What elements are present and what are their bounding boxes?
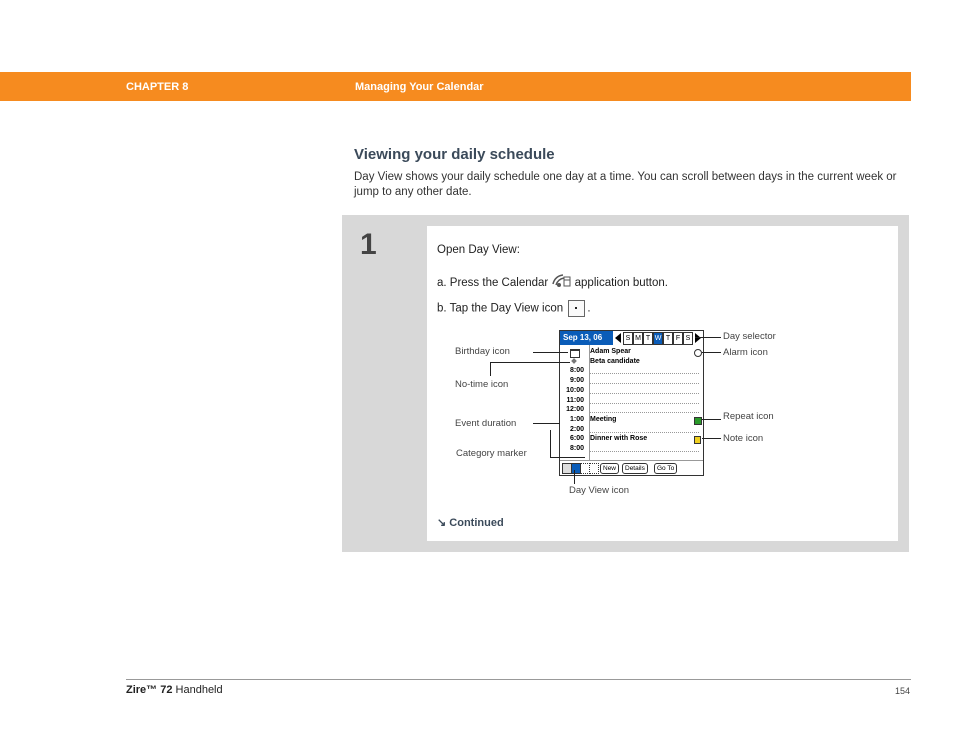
row-empty-line (590, 373, 699, 374)
prev-week-arrow-icon (615, 333, 621, 343)
continued-label: Continued (449, 517, 504, 529)
chapter-label: CHAPTER 8 (126, 81, 189, 93)
screen-button: Go To (654, 463, 677, 474)
schedule-row (560, 425, 703, 435)
alarm-icon (694, 349, 702, 357)
row-time: 10:00 (566, 386, 584, 394)
continued-link[interactable] (437, 516, 504, 529)
step-b-prefix: b. Tap the Day View icon (437, 302, 564, 315)
calendar-day-view-screenshot (559, 330, 704, 476)
row-event: Adam Spear (590, 348, 631, 355)
leader-duration (533, 423, 560, 424)
day-button: S (683, 332, 693, 345)
day-button: T (643, 332, 653, 345)
note-icon (694, 436, 701, 444)
callout-notime: No-time icon (455, 379, 509, 390)
continued-arrow-icon: ↘ (437, 517, 447, 529)
row-time: 8:00 (569, 445, 584, 452)
callout-category: Category marker (456, 448, 527, 459)
step-a-suffix: application button. (574, 277, 668, 289)
row-event: Meeting (590, 415, 617, 423)
footer-product (126, 684, 223, 696)
leader-category-h (550, 457, 585, 458)
leader-alarm (702, 352, 721, 353)
leader-notime-v (490, 362, 491, 376)
step-a (437, 272, 668, 289)
schedule-row (560, 415, 703, 425)
row-time: 9:00 (569, 377, 584, 385)
schedule-row (560, 376, 703, 386)
day-button: M (633, 332, 643, 345)
callout-birthday: Birthday icon (455, 346, 510, 357)
row-empty-line (590, 383, 699, 384)
step-heading: Open Day View: (437, 244, 520, 256)
day-view-icon (568, 300, 585, 317)
chapter-title: Managing Your Calendar (355, 81, 484, 93)
section-intro: Day View shows your daily schedule one day at a time. You can scroll between days in the current week or jump to any other date. (354, 171, 897, 198)
birthday-icon (570, 349, 580, 358)
step-b (437, 300, 591, 317)
row-empty-line (590, 393, 699, 394)
page-number: 154 (895, 686, 911, 696)
leader-birthday (533, 352, 568, 353)
schedule-row (560, 386, 703, 396)
chapter-header-bar (0, 72, 911, 101)
row-event: Dinner with Rose (590, 435, 648, 443)
leader-dayselector (695, 337, 721, 338)
row-time: 1:00 (569, 415, 584, 423)
step-number: 1 (360, 228, 377, 261)
screen-date: Sep 13, 06 (560, 331, 613, 345)
callout-dayview: Day View icon (569, 485, 630, 496)
screen-toolbar (560, 460, 703, 475)
callout-duration: Event duration (455, 418, 517, 429)
schedule-row (560, 405, 703, 415)
footer-product-bold: Zire™ 72 (126, 684, 173, 696)
day-button: F (673, 332, 683, 345)
leader-notime-h (490, 362, 570, 363)
callout-note: Note icon (723, 433, 764, 444)
leader-dayview (574, 470, 575, 484)
leader-repeat (702, 419, 721, 420)
callout-repeat: Repeat icon (723, 411, 774, 422)
leader-note (702, 438, 721, 439)
screen-button: Details (622, 463, 648, 474)
screen-button: New (600, 463, 619, 474)
callout-dayselector: Day selector (723, 331, 776, 342)
schedule-row (560, 444, 703, 454)
row-time: 12:00 (566, 406, 584, 414)
calendar-app-icon (551, 272, 571, 286)
row-time: 11:00 (566, 396, 584, 404)
row-time: 8:00 (569, 367, 584, 375)
day-button: S (623, 332, 633, 345)
schedule-row (560, 396, 703, 406)
schedule-row (560, 347, 703, 357)
row-empty-line (590, 403, 699, 404)
day-button: W (653, 332, 663, 345)
callout-alarm: Alarm icon (723, 347, 768, 358)
row-empty-line (590, 432, 699, 433)
schedule-row (560, 357, 703, 367)
next-week-arrow-icon (695, 333, 701, 343)
row-event: Beta candidate (590, 357, 640, 365)
row-empty-line (590, 412, 699, 413)
day-selector-bar (560, 331, 703, 345)
day-button: T (663, 332, 673, 345)
footer-rule (126, 679, 911, 680)
repeat-icon (694, 417, 702, 425)
month-view-toggle (589, 463, 599, 474)
leader-category-v (550, 430, 551, 457)
schedule-row (560, 366, 703, 376)
schedule-row (560, 434, 703, 444)
footer-product-rest: Handheld (172, 684, 223, 696)
row-time: 6:00 (569, 435, 584, 443)
section-title: Viewing your daily schedule (354, 146, 555, 163)
step-a-prefix: a. Press the Calendar (437, 277, 549, 289)
row-time: 2:00 (569, 425, 584, 433)
row-empty-line (590, 451, 699, 452)
step-b-suffix: . (587, 302, 591, 315)
